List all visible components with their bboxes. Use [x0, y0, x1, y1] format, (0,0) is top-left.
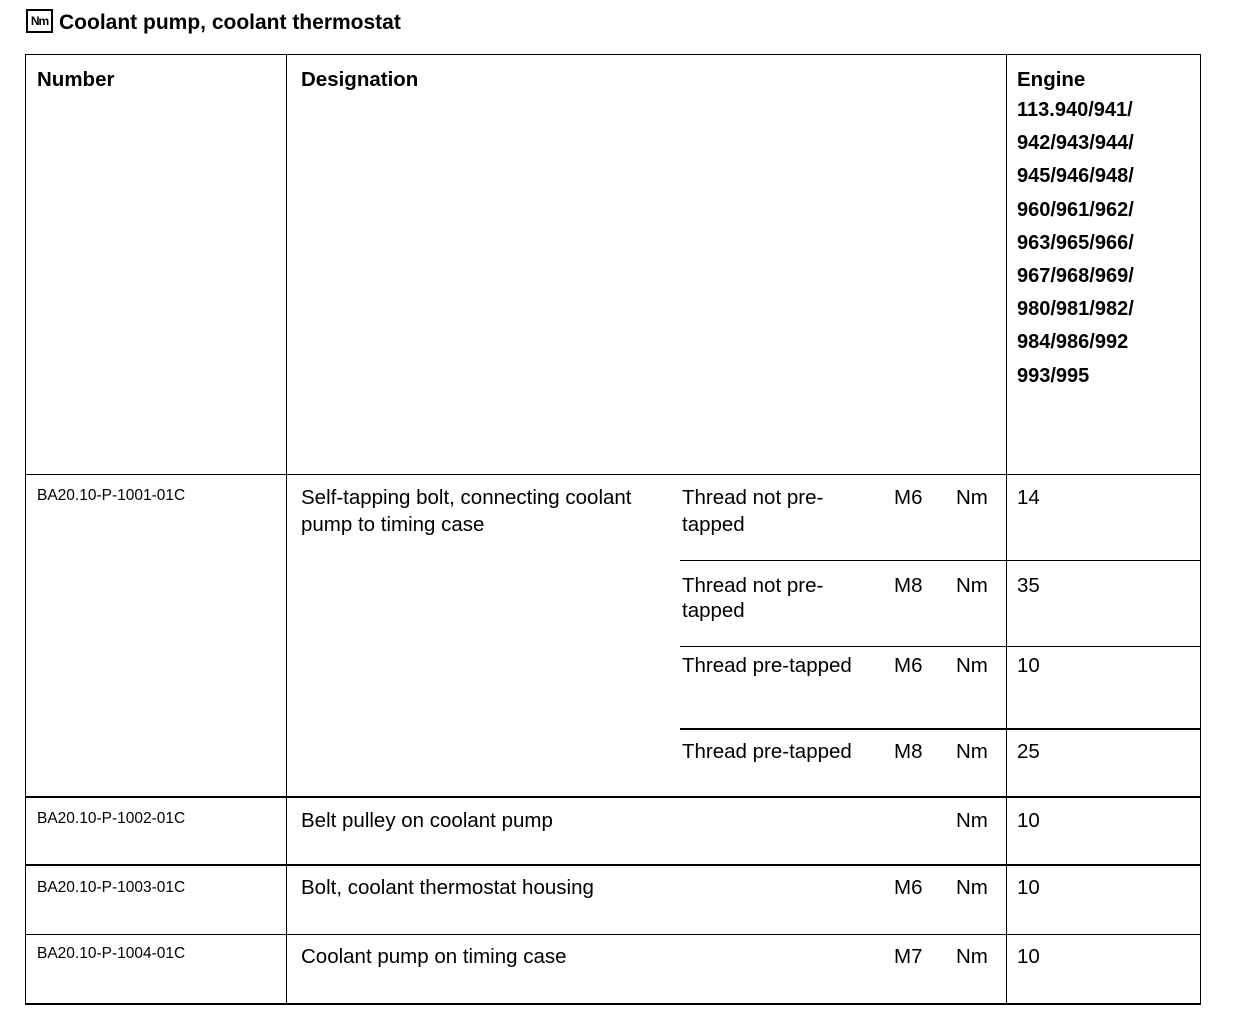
sub-condition: tapped: [682, 513, 745, 536]
engine-line: 993/995: [1017, 364, 1090, 387]
row-designation: Self-tapping bolt, connecting coolant: [301, 486, 632, 509]
engine-line: 113.940/941/: [1017, 99, 1133, 121]
sub-row-divider-3: [680, 728, 1201, 730]
engine-line: 980/981/982/: [1017, 298, 1134, 321]
row-number-link: BA20.10-P-1001-01C: [37, 487, 186, 504]
row-size: M6: [894, 876, 923, 899]
header-designation: Designation: [301, 68, 419, 91]
sub-unit: Nm: [956, 654, 988, 677]
sub-unit: Nm: [956, 486, 988, 509]
sub-condition: Thread not pre-: [682, 574, 824, 597]
sub-condition: Thread pre-tapped: [682, 740, 852, 763]
sub-condition: tapped: [682, 599, 745, 622]
row-size: M7: [894, 945, 923, 968]
table-border-top: [25, 54, 1201, 55]
engine-line: 942/943/944/: [1017, 132, 1134, 155]
row-divider-header: [25, 474, 1201, 475]
table-border-bottom: [25, 1003, 1201, 1005]
row-value: 10: [1017, 876, 1040, 899]
sub-size: M6: [894, 654, 923, 677]
row-value: 10: [1017, 809, 1040, 832]
sub-row-divider-2: [680, 646, 1201, 647]
col-divider-engine: [1006, 54, 1007, 1004]
engine-line: 967/968/969/: [1017, 265, 1134, 288]
row-designation: Coolant pump on timing case: [301, 945, 567, 968]
table-border-right: [1200, 54, 1201, 1004]
page-title: Coolant pump, coolant thermostat: [59, 11, 401, 34]
col-divider-number: [286, 54, 287, 1004]
sub-value: 25: [1017, 740, 1040, 763]
row-designation: pump to timing case: [301, 513, 485, 536]
sub-size: M8: [894, 740, 923, 763]
row-designation: Belt pulley on coolant pump: [301, 809, 553, 832]
engine-line: 963/965/966/: [1017, 231, 1134, 254]
row-designation: Bolt, coolant thermostat housing: [301, 876, 594, 899]
row-unit: Nm: [956, 945, 988, 968]
sub-unit: Nm: [956, 574, 988, 597]
row-unit: Nm: [956, 809, 988, 832]
sub-size: M6: [894, 486, 923, 509]
row-number-link: BA20.10-P-1004-01C: [37, 945, 186, 962]
sub-condition: Thread not pre-: [682, 486, 824, 509]
row-divider-3: [25, 934, 1201, 935]
sub-condition: Thread pre-tapped: [682, 654, 852, 677]
row-divider-1: [25, 796, 1201, 798]
engine-line: 945/946/948/: [1017, 165, 1134, 188]
sub-row-divider-1: [680, 560, 1201, 561]
sub-unit: Nm: [956, 740, 988, 763]
torque-nm-icon: Nm: [26, 9, 53, 33]
table-border-left: [25, 54, 26, 1004]
sub-value: 10: [1017, 654, 1040, 677]
sub-value: 14: [1017, 486, 1040, 509]
engine-list: [1017, 94, 1134, 393]
row-unit: Nm: [956, 876, 988, 899]
row-divider-2: [25, 864, 1201, 866]
row-number-link: BA20.10-P-1002-01C: [37, 810, 186, 827]
row-value: 10: [1017, 945, 1040, 968]
sub-size: M8: [894, 574, 923, 597]
header-engine: Engine: [1017, 68, 1086, 91]
row-number-link: BA20.10-P-1003-01C: [37, 879, 186, 896]
engine-line: 984/986/992: [1017, 331, 1129, 354]
sub-value: 35: [1017, 574, 1040, 597]
engine-line: 960/961/962/: [1017, 198, 1134, 221]
header-number: Number: [37, 68, 115, 91]
